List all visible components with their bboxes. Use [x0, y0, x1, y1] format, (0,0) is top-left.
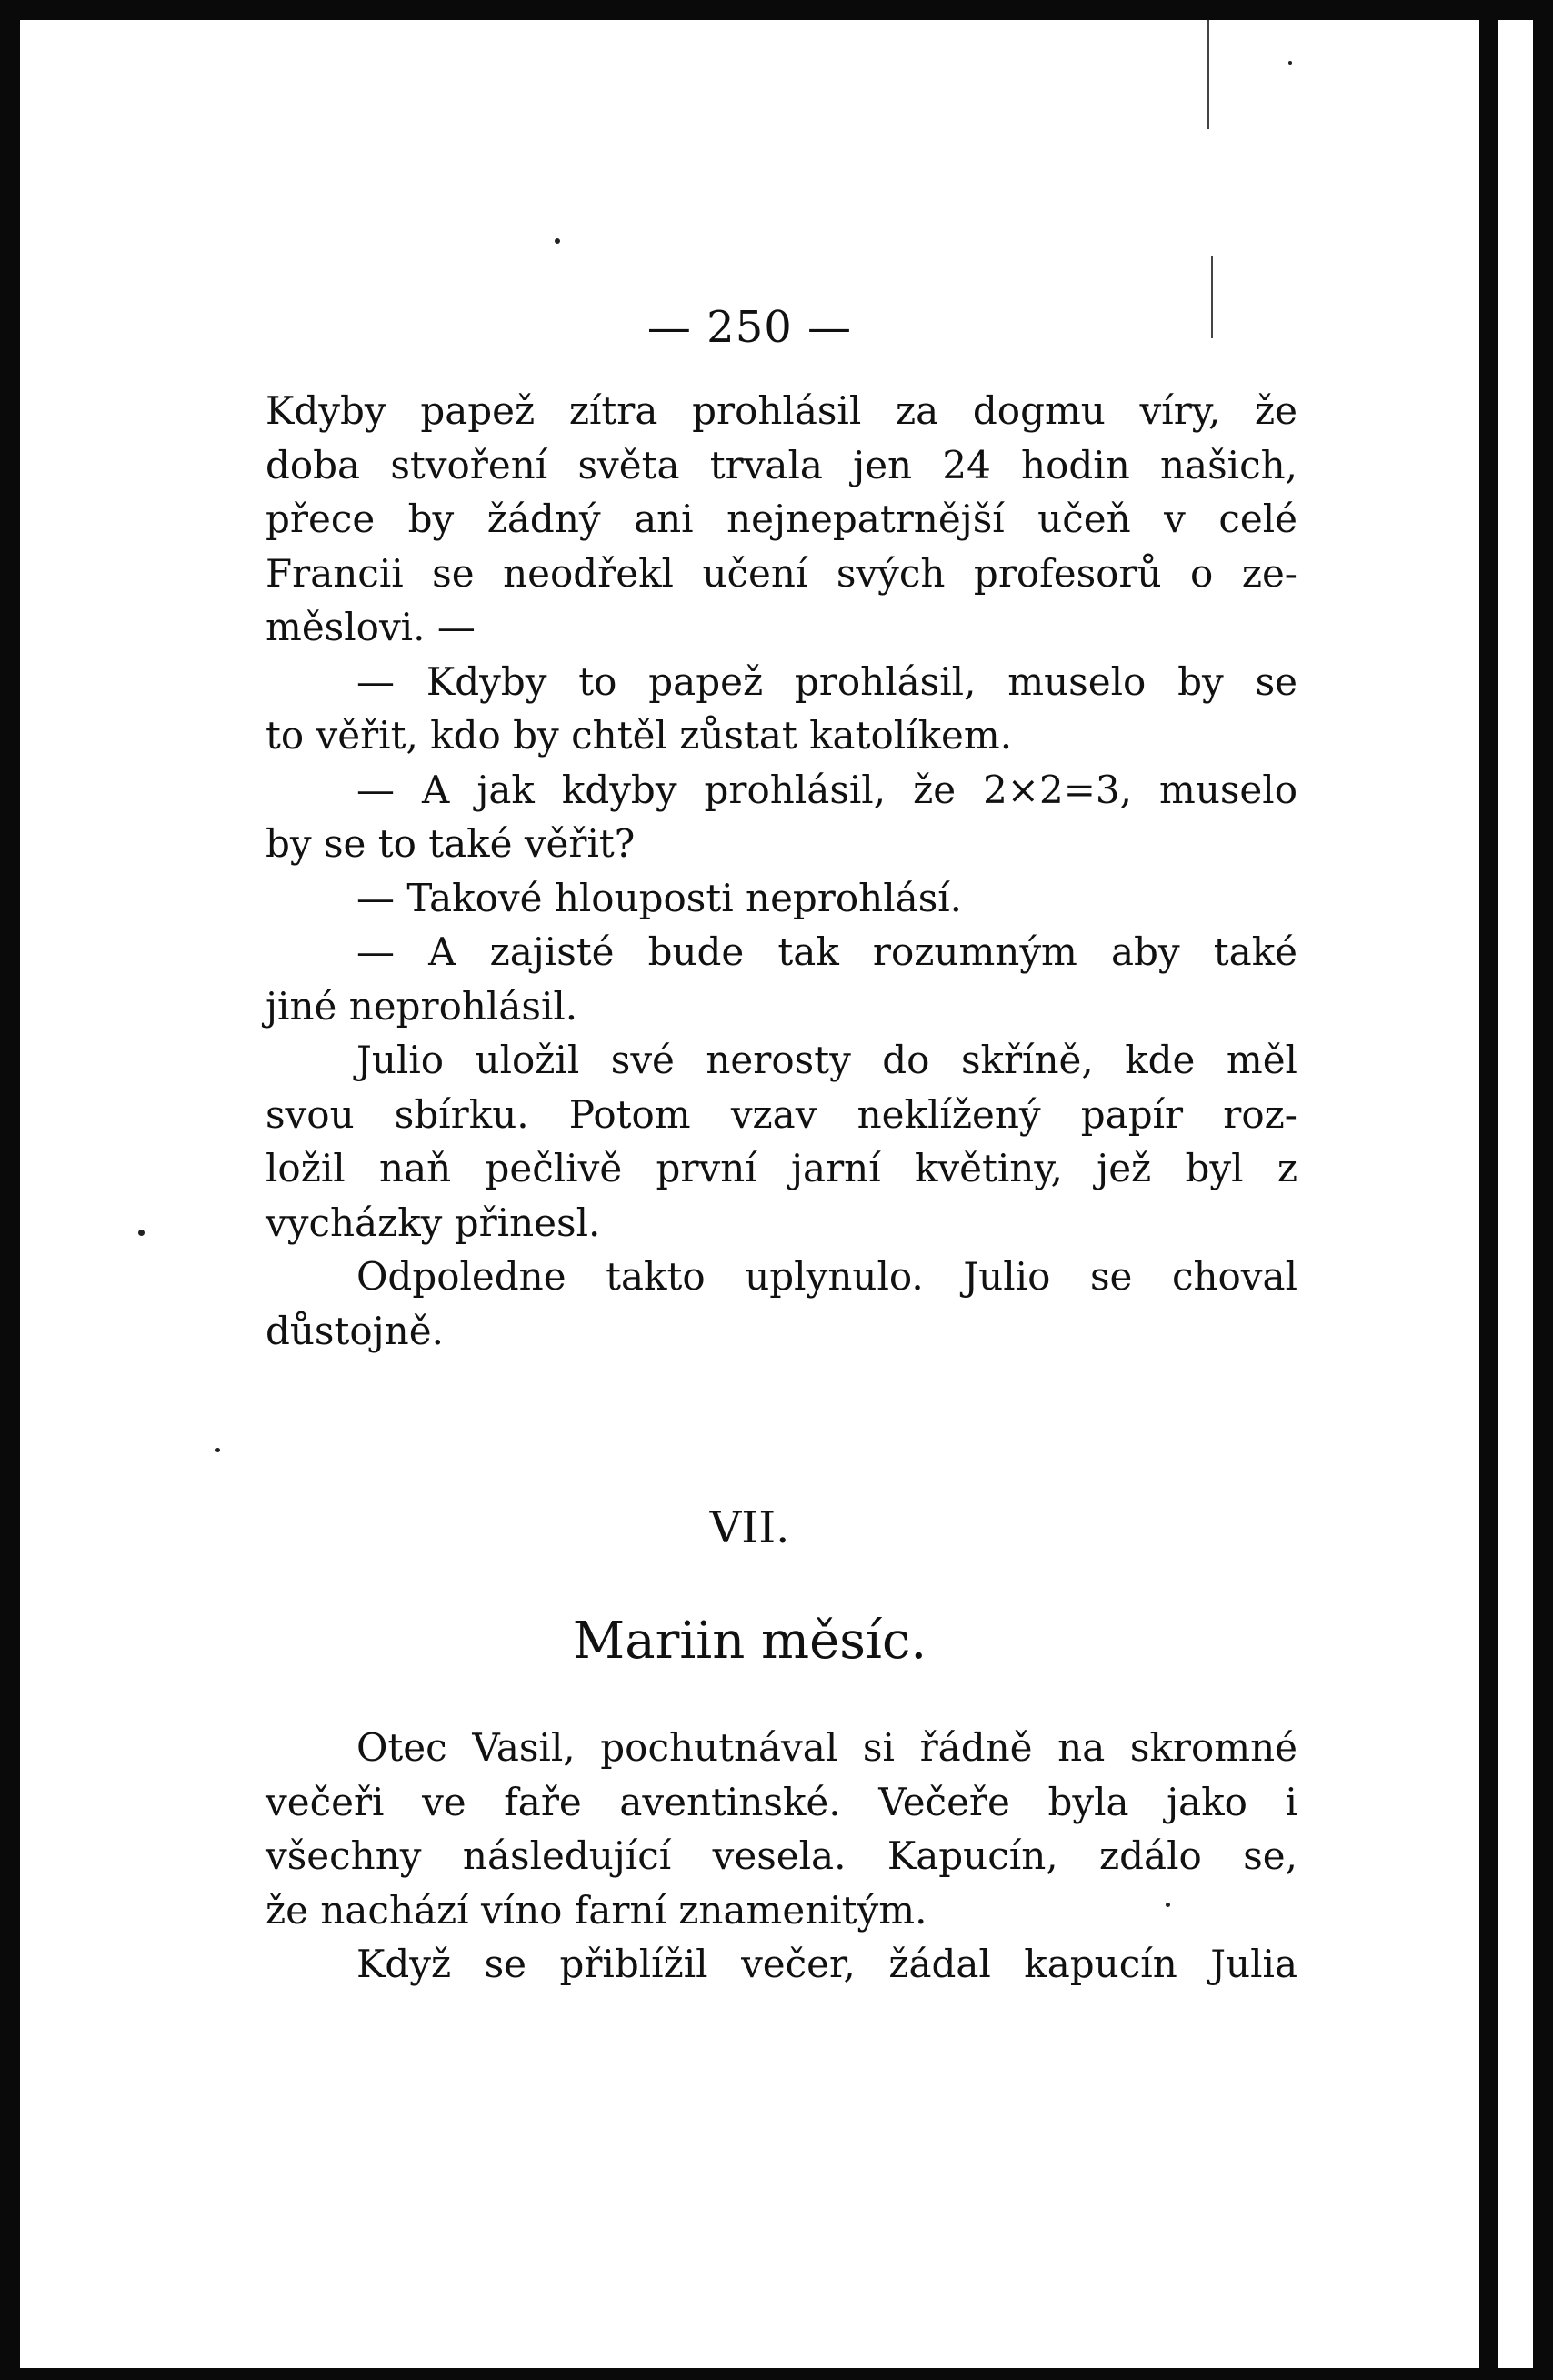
- text-line: Kdyby papež zítra prohlásil za dogmu víry, že: [266, 388, 1298, 433]
- scan-artifact-line: [1207, 20, 1209, 129]
- text-line: přece by žádný ani nejnepatrnější učeň v celé: [266, 497, 1298, 541]
- book-page: [20, 20, 1479, 2368]
- text-line: večeři ve faře aventinské. Večeře byla jako i: [266, 1779, 1298, 1824]
- speck-mark: [1288, 61, 1292, 65]
- text-line: — A zajisté bude tak rozumným aby také: [356, 929, 1298, 974]
- text-block-1: [266, 384, 1298, 1358]
- text-block-2: [266, 1721, 1298, 1992]
- text-line: to věřit, kdo by chtěl zůstat katolíkem.: [266, 713, 1013, 758]
- text-line: by se to také věřit?: [266, 821, 636, 866]
- text-line: Když se přiblížil večer, žádal kapucín Julia: [356, 1942, 1298, 1986]
- text-line: jiné neprohlásil.: [266, 983, 578, 1029]
- text-line: doba stvoření světa trvala jen 24 hodin našich,: [266, 442, 1298, 487]
- text-line: Julio uložil své nerosty do skříně, kde měl: [356, 1038, 1298, 1082]
- text-line: všechny následující vesela. Kapucín, zdálo se,: [266, 1833, 1298, 1878]
- page-number: — 250 —: [646, 302, 853, 353]
- adjacent-page-edge: [1498, 20, 1533, 2368]
- text-line: — A jak kdyby prohlásil, že 2×2=3, muselo: [356, 767, 1298, 812]
- text-line: Odpoledne takto uplynulo. Julio se choval: [356, 1254, 1298, 1299]
- text-line: vycházky přinesl.: [266, 1200, 601, 1245]
- text-line: Francii se neodřekl učení svých profesorů o ze-: [266, 550, 1298, 596]
- text-line: — Kdyby to papež prohlásil, muselo by se: [356, 658, 1298, 704]
- speck-mark: [138, 1230, 145, 1236]
- text-line: že nachází víno farní znamenitým.: [266, 1887, 927, 1933]
- chapter-number: VII.: [709, 1502, 790, 1553]
- text-line: ložil naň pečlivě první jarní květiny, jež byl z: [266, 1146, 1298, 1190]
- speck-mark: [555, 238, 560, 244]
- text-line: svou sbírku. Potom vzav neklížený papír roz-: [266, 1091, 1298, 1137]
- text-line: měslovi. —: [266, 605, 476, 649]
- chapter-title: Mariin měsíc.: [572, 1612, 927, 1671]
- text-line: Otec Vasil, pochutnával si řádně na skromné: [356, 1725, 1298, 1770]
- speck-mark: [215, 1448, 220, 1452]
- text-line: důstojně.: [266, 1308, 444, 1353]
- text-line: — Takové hlouposti neprohlásí.: [356, 875, 963, 920]
